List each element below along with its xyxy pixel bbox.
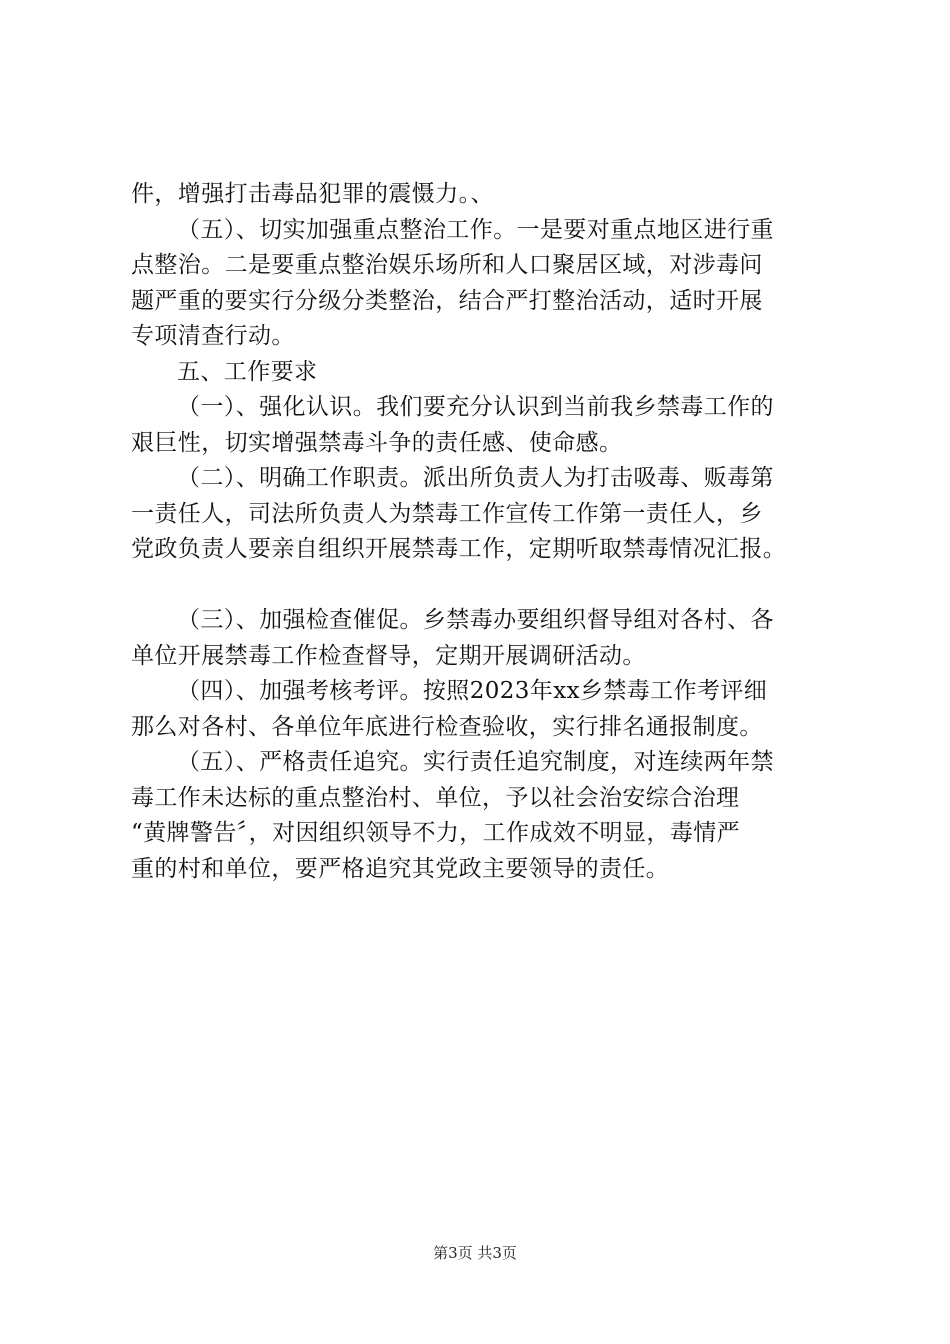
section-heading: 五、工作要求 [177, 358, 318, 385]
text-line: 件，增强打击毒品犯罪的震慑力。、 [131, 181, 494, 207]
text-line: “黄牌警告〞，对因组织领导不力，工作成效不明显，毒情严 [131, 820, 741, 846]
blank-line [131, 568, 841, 604]
text-line: 重的村和单位，要严格追究其党政主要领导的责任。 [131, 855, 670, 882]
text-line: （五）、切实加强重点整治工作。一是要对重点地区进行重 [177, 216, 774, 243]
text-line: （四）、加强考核考评。按照2023年xx乡禁毒工作考评细 [177, 678, 768, 704]
text-line: （二）、明确工作职责。派出所负责人为打击吸毒、贩毒第 [177, 465, 774, 491]
text-line: 单位开展禁毒工作检查督导，定期开展调研活动。 [131, 642, 646, 669]
text-line: 点整治。二是要重点整治娱乐场所和人口聚居区域，对涉毒问 [131, 252, 763, 278]
text-line: 党政负责人要亲自组织开展禁毒工作，定期听取禁毒情况汇报。 [131, 536, 787, 562]
text-line: 题严重的要实行分级分类整治，结合严打整治活动，适时开展 [131, 287, 763, 314]
text-line: 毒工作未达标的重点整治村、单位，予以社会治安综合治理 [131, 784, 740, 811]
text-line: 专项清查行动。 [131, 323, 295, 349]
text-line: （一）、强化认识。我们要充分认识到当前我乡禁毒工作的 [177, 394, 774, 420]
text-line: （五）、严格责任追究。实行责任追究制度，对连续两年禁 [177, 749, 774, 775]
text-line: （三）、加强检查催促。乡禁毒办要组织督导组对各村、各 [177, 607, 774, 633]
text-line: 那么对各村、各单位年底进行检查验收，实行排名通报制度。 [131, 713, 763, 740]
text-line: 艰巨性，切实增强禁毒斗争的责任感、使命感。 [131, 429, 623, 456]
text-line: 一责任人，司法所负责人为禁毒工作宣传工作第一责任人，乡 [131, 500, 763, 527]
document-body [131, 177, 841, 887]
page-footer: 第3页 共3页 [433, 1244, 517, 1262]
